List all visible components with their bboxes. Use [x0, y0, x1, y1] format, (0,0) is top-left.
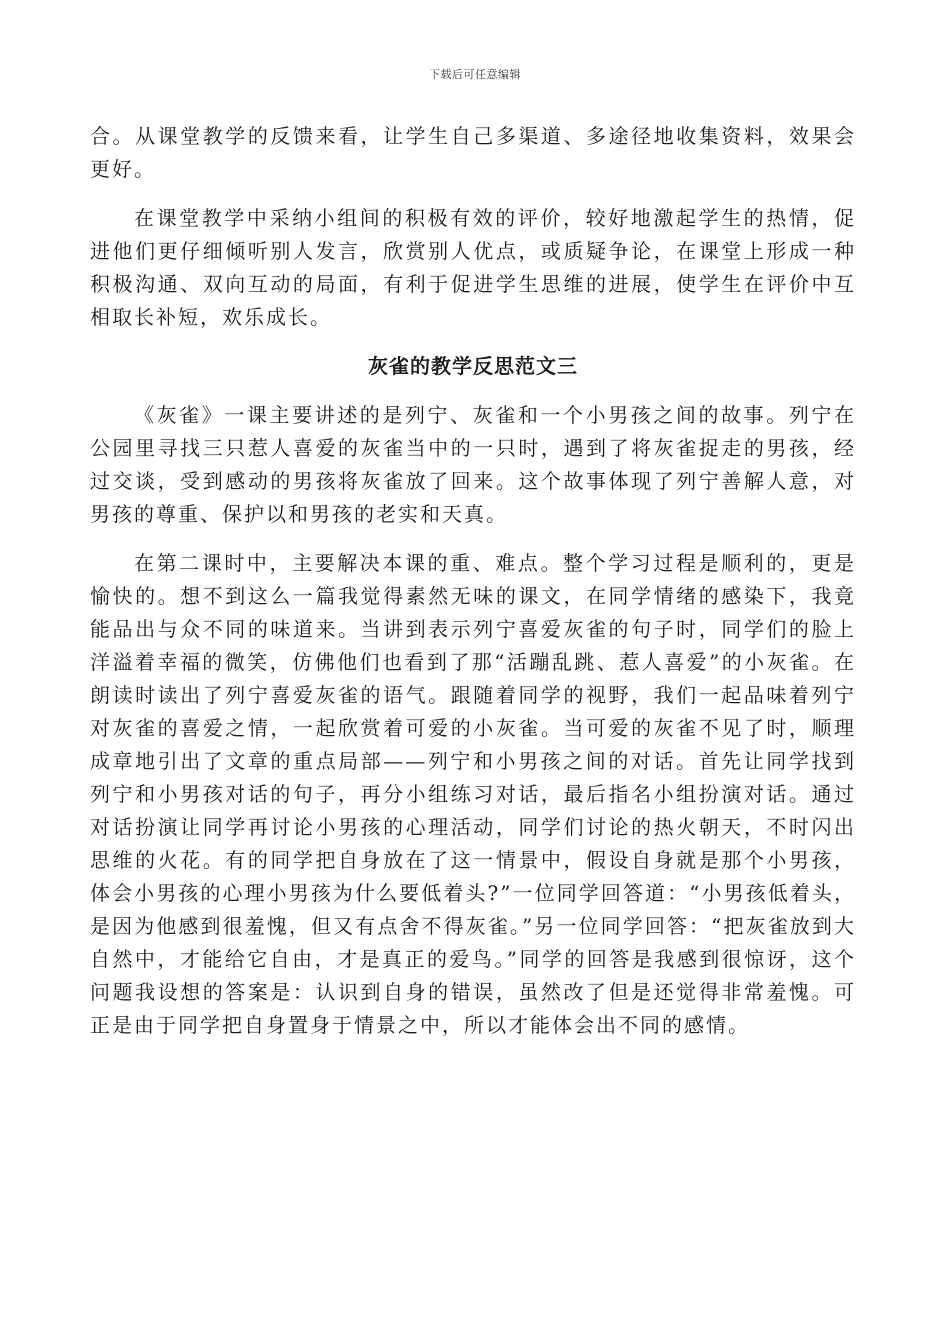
paragraph-gap	[90, 531, 856, 547]
paragraph-gap	[90, 186, 856, 202]
paragraph-continuation: 合。从课堂教学的反馈来看，让学生自己多渠道、多途径地收集资料，效果会更好。	[90, 124, 856, 181]
paragraph-story-summary: 《灰雀》一课主要讲述的是列宁、灰雀和一个小男孩之间的故事。列宁在公园里寻找三只惹人喜爱的灰雀当中的一只时，遇到了将灰雀捉走的男孩，经过交谈，受到感动的男孩将灰雀放了回来。这个故事体现了列宁善解人意，对男孩的尊重、保护以和男孩的老实和天真。	[90, 403, 856, 526]
page-header-note: 下载后可任意编辑	[429, 68, 521, 81]
document-body	[90, 120, 856, 1042]
paragraph-gap	[90, 383, 856, 399]
section-title: 灰雀的教学反思范文三	[368, 354, 578, 378]
paragraph-gap	[90, 334, 856, 350]
paragraph-lesson-reflection: 在第二课时中，主要解决本课的重、难点。整个学习过程是顺利的，更是愉快的。想不到这么一篇我觉得素然无味的课文，在同学情绪的感染下，我竟能品出与众不同的味道来。当讲到表示列宁喜爱灰雀的句子时，同学们的脸上洋溢着幸福的微笑，仿佛他们也看到了那“活蹦乱跳、惹人喜爱”的小灰雀。在朗读时读出了列宁喜爱灰雀的语气。跟随着同学的视野，我们一起品味着列宁对灰雀的喜爱之情，一起欣赏着可爱的小灰雀。当可爱的灰雀不见了时，顺理成章地引出了文章的重点局部——列宁和小男孩之间的对话。首先让同学找到列宁和小男孩对话的句子，再分小组练习对话，最后指名小组扮演对话。通过对话扮演让同学再讨论小男孩的心理活动，同学们讨论的热火朝天，不时闪出思维的火花。有的同学把自身放在了这一情景中，假设自身就是那个小男孩，体会小男孩的心理小男孩为什么要低着头?”一位同学回答道：“小男孩低着头，是因为他感到很羞愧，但又有点舍不得灰雀。”另一位同学回答：“把灰雀放到大自然中，才能给它自由，才是真正的爱鸟。”同学的回答是我感到很惊讶，这个问题我设想的答案是：认识到自身的错误，虽然改了但是还觉得非常羞愧。可正是由于同学把自身置身于情景之中，所以才能体会出不同的感情。	[90, 551, 856, 1037]
paragraph-evaluation: 在课堂教学中采纳小组间的积极有效的评价，较好地激起学生的热情，促进他们更仔细倾听别人发言，欣赏别人优点，或质疑争论，在课堂上形成一种积极沟通、双向互动的局面，有利于促进学生思维的进展，使学生在评价中互相取长补短，欢乐成长。	[90, 206, 856, 329]
